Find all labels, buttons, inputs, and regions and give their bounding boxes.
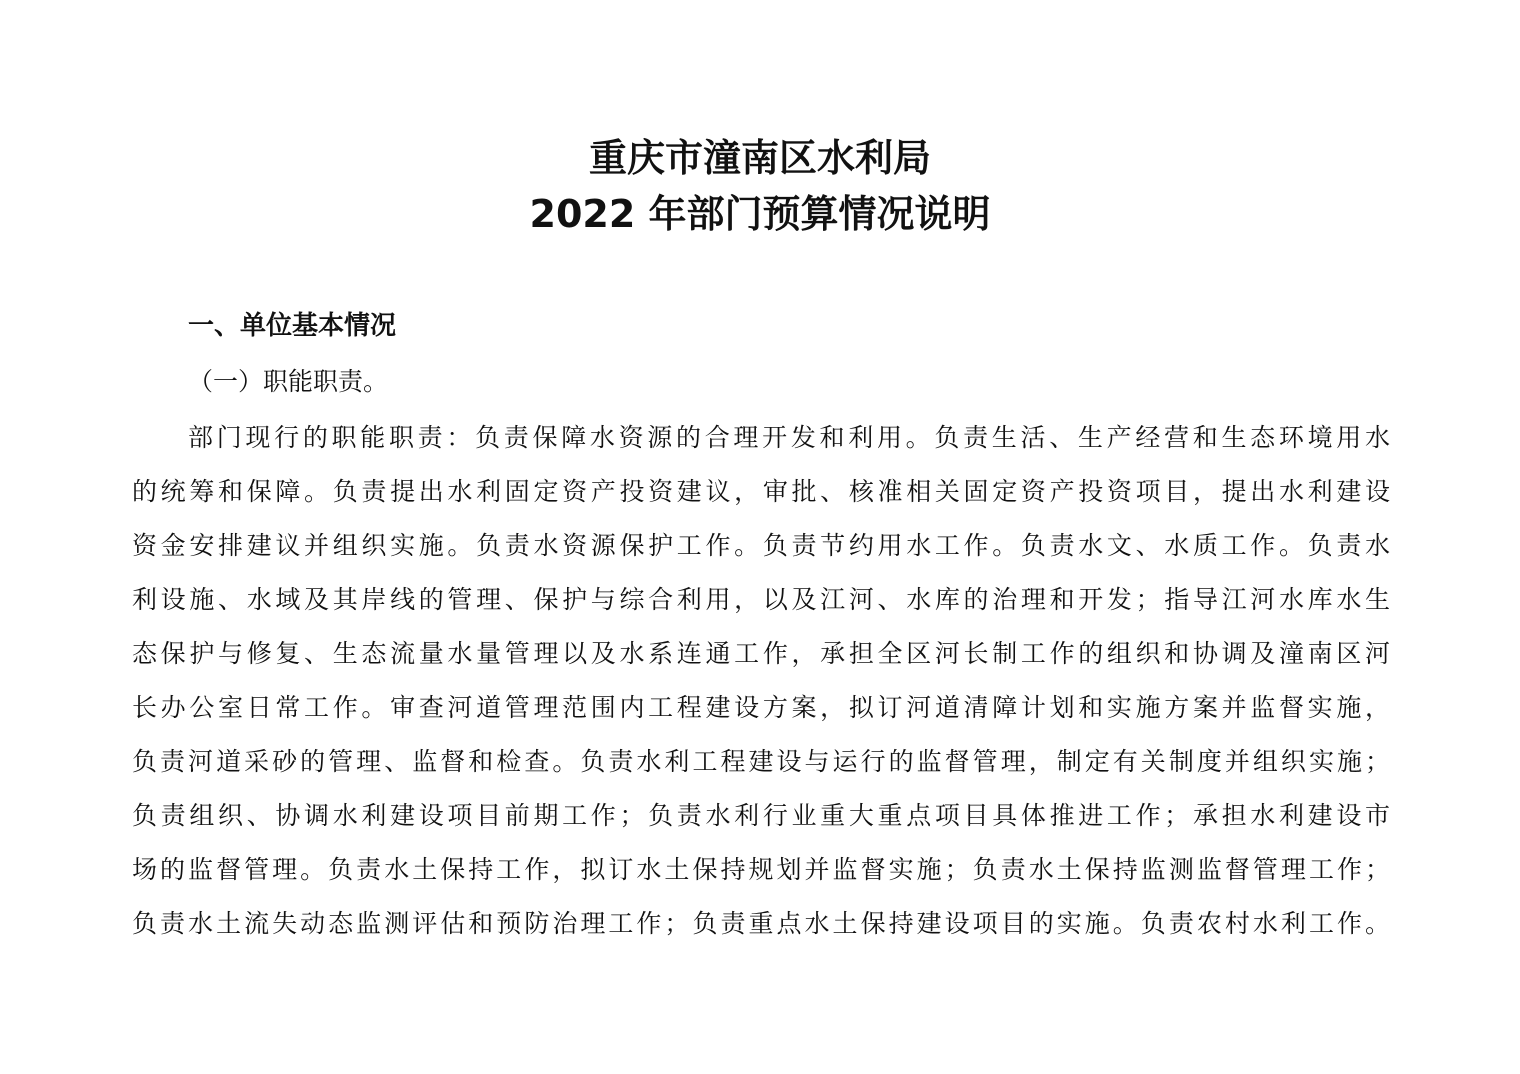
paragraph-line: 负责河道采砂的管理、监督和检查。负责水利工程建设与运行的监督管理，制定有关制度并组织实施； xyxy=(132,747,1390,776)
paragraph-line: 长办公室日常工作。审查河道管理范围内工程建设方案，拟订河道清障计划和实施方案并监督实施， xyxy=(132,693,1390,722)
paragraph-line: 负责水土流失动态监测评估和预防治理工作；负责重点水土保持建设项目的实施。负责农村水利工作。 xyxy=(132,909,1390,938)
paragraph-line: 利设施、水域及其岸线的管理、保护与综合利用，以及江河、水库的治理和开发；指导江河水库水生 xyxy=(132,585,1390,614)
paragraph-line: 场的监督管理。负责水土保持工作，拟订水土保持规划并监督实施；负责水土保持监测监督管理工作； xyxy=(132,855,1390,884)
document-title-line-2: 2022 年部门预算情况说明 xyxy=(529,192,991,236)
paragraph-line: 态保护与修复、生态流量水量管理以及水系连通工作，承担全区河长制工作的组织和协调及潼南区河 xyxy=(132,639,1390,668)
paragraph-line: 资金安排建议并组织实施。负责水资源保护工作。负责节约用水工作。负责水文、水质工作。负责水 xyxy=(132,531,1390,560)
paragraph-line: 的统筹和保障。负责提出水利固定资产投资建议，审批、核准相关固定资产投资项目，提出水利建设 xyxy=(132,477,1390,506)
document-title-line-1: 重庆市潼南区水利局 xyxy=(588,136,931,180)
subsection-heading: （一）职能职责。 xyxy=(188,367,389,396)
section-heading: 一、单位基本情况 xyxy=(188,311,397,341)
paragraph-line: 负责组织、协调水利建设项目前期工作；负责水利行业重大重点项目具体推进工作；承担水利建设市 xyxy=(132,801,1390,830)
paragraph-line: 部门现行的职能职责：负责保障水资源的合理开发和利用。负责生活、生产经营和生态环境用水 xyxy=(188,423,1390,452)
